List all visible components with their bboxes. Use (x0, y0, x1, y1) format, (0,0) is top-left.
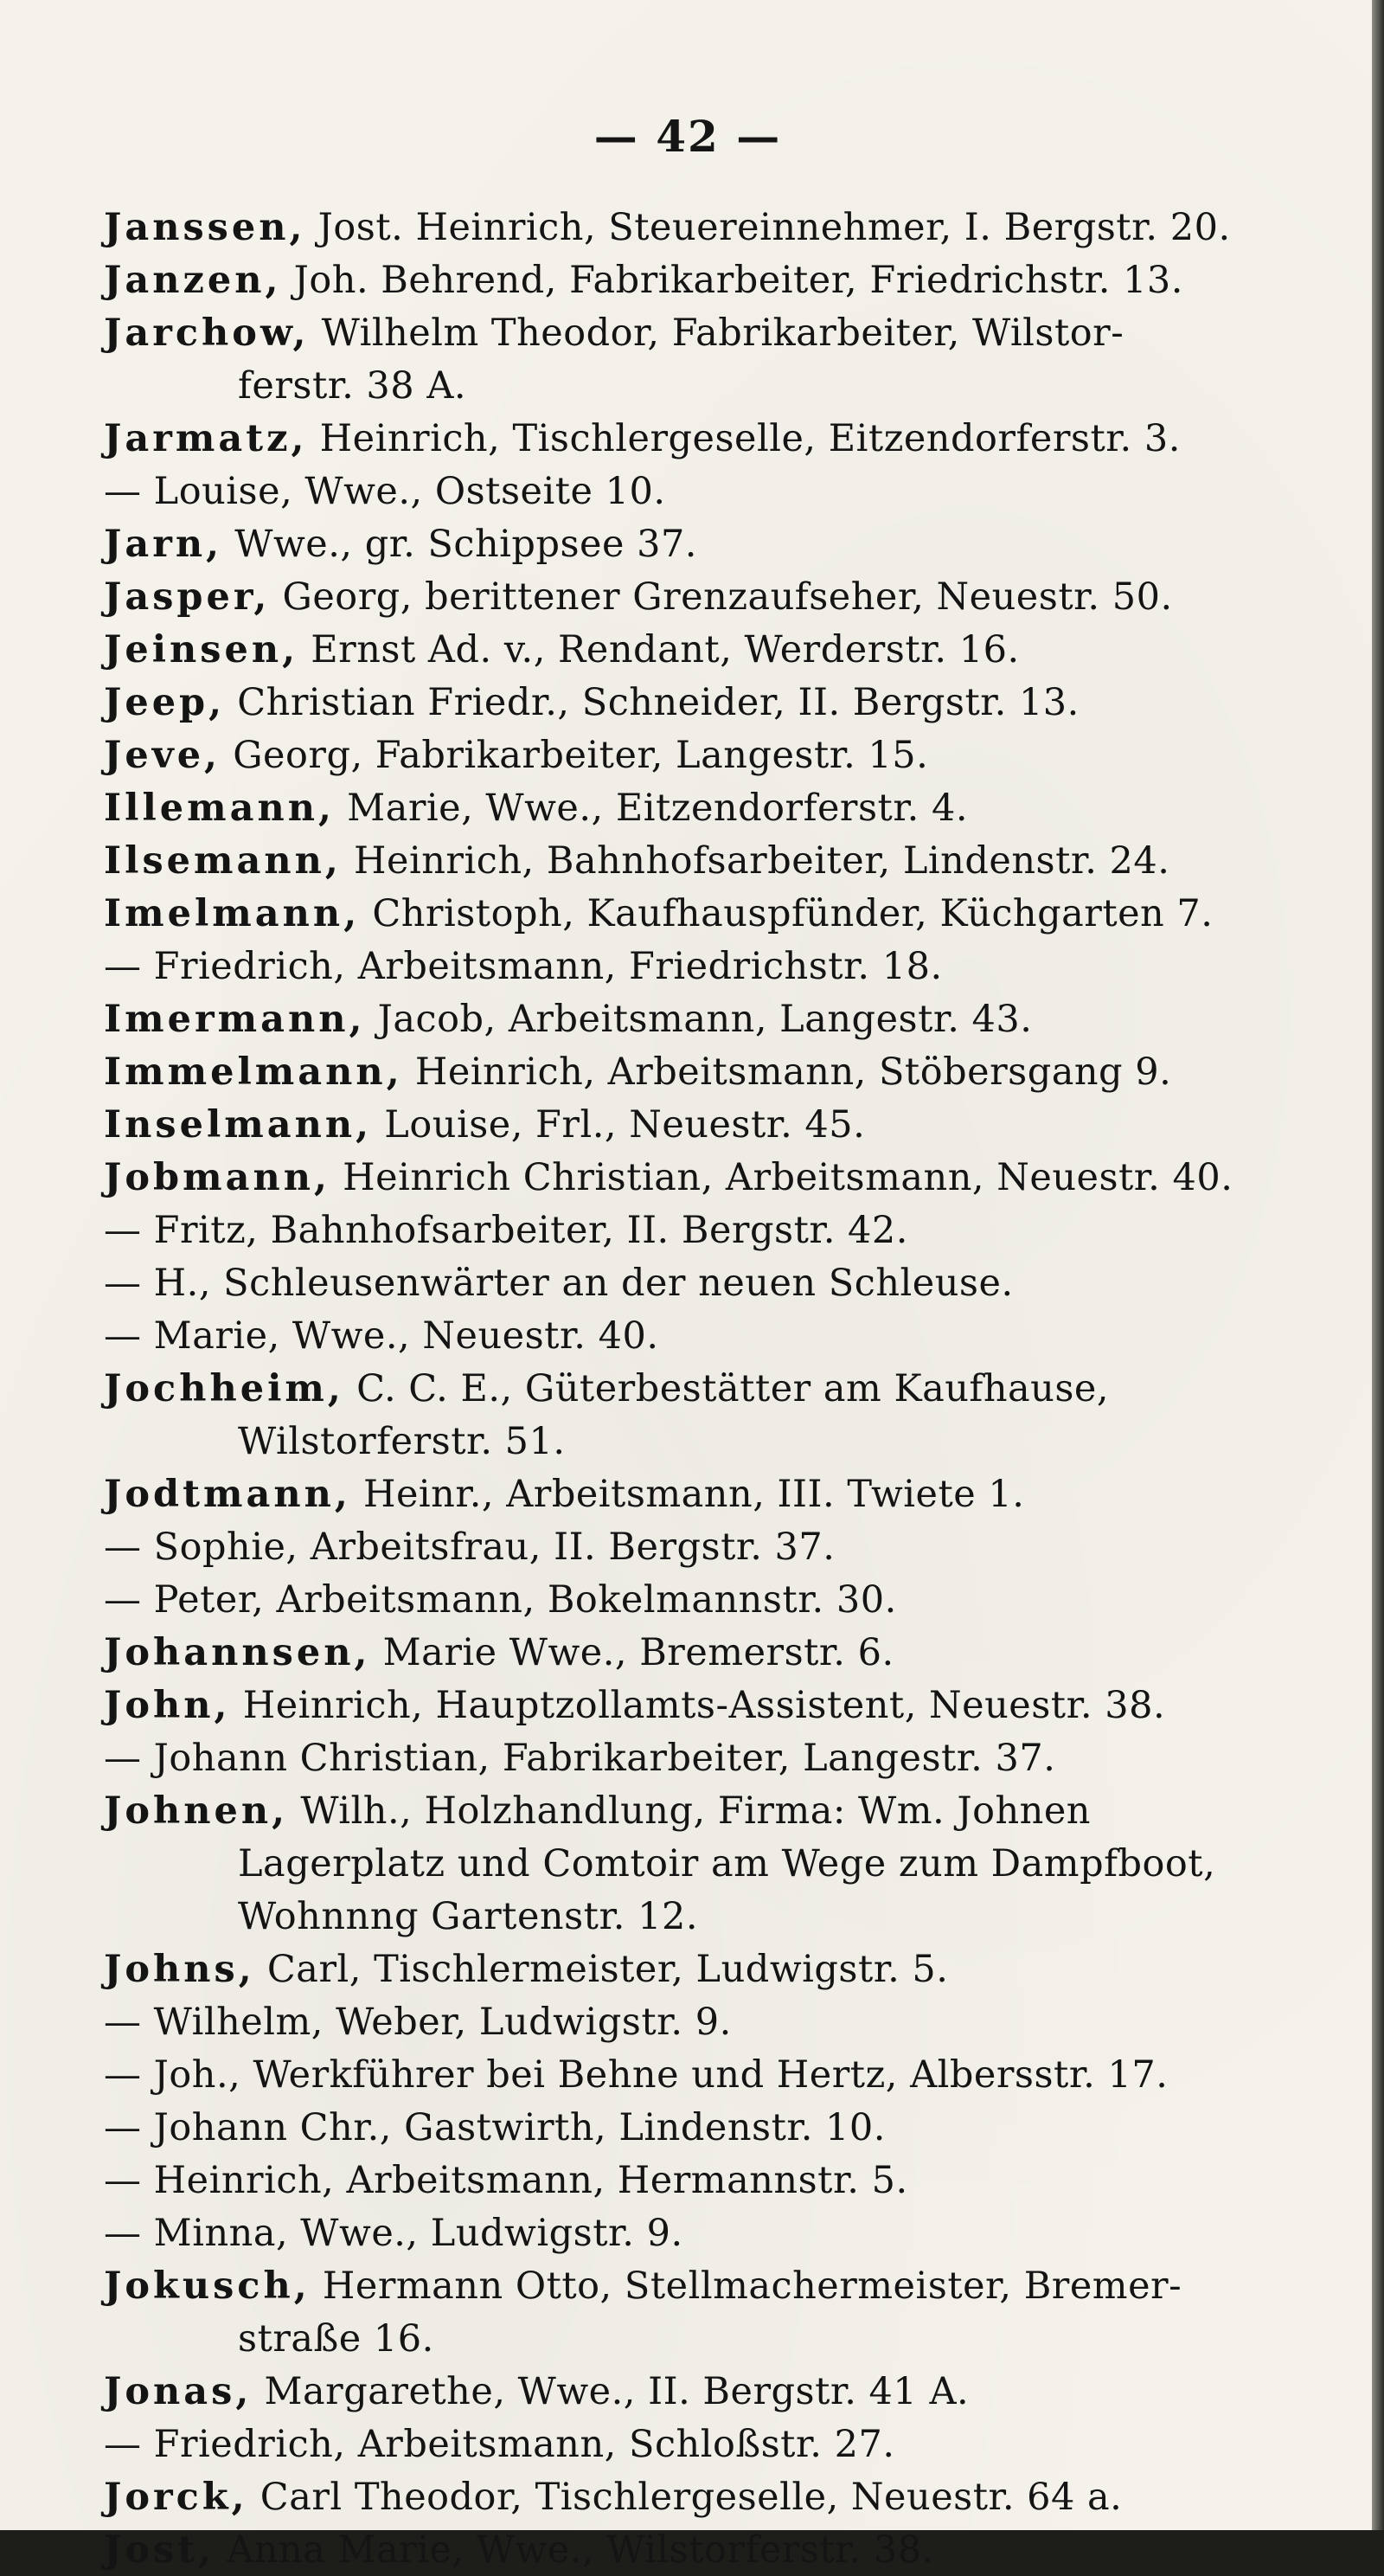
entry-details: ferstr. 38 A. (238, 364, 467, 408)
entry-surname: John, (104, 1684, 231, 1727)
entry-details: — Minna, Wwe., Ludwigstr. 9. (104, 2212, 683, 2255)
entry-surname: Jeinsen, (104, 628, 299, 671)
entry-line (104, 1153, 1233, 1204)
entry-line (104, 678, 1080, 729)
entry-continuation (238, 1892, 698, 1943)
entry-surname: Inselmann, (104, 1103, 373, 1147)
entry-line (104, 414, 1181, 465)
entry-subentry (104, 1576, 897, 1626)
entry-details: C. C. E., Güterbestätter am Kaufhause, (343, 1367, 1110, 1410)
entry-surname: Janssen, (104, 206, 306, 249)
entry-subentry (104, 942, 943, 992)
entry-line (104, 256, 1183, 306)
entry-line (104, 2473, 1122, 2523)
entry-line (104, 1048, 1171, 1098)
entry-details: Heinrich Christian, Arbeitsmann, Neuestr. 40. (330, 1156, 1233, 1199)
entry-subentry (104, 1523, 835, 1573)
entry-subentry (104, 1998, 732, 2048)
entry-subentry (104, 467, 666, 517)
entry-details: straße 16. (238, 2317, 434, 2361)
entry-surname: Jochheim, (104, 1367, 344, 1410)
entry-details: Marie Wwe., Bremerstr. 6. (370, 1631, 894, 1674)
entry-line (104, 2526, 934, 2576)
entry-line (104, 1681, 1165, 1731)
entry-details: Heinrich, Tischlergeselle, Eitzendorferstr. 3. (307, 417, 1181, 460)
entry-details: — Friedrich, Arbeitsmann, Schloßstr. 27. (104, 2423, 895, 2466)
entry-details: Georg, berittener Grenzaufseher, Neuestr. 50. (270, 575, 1173, 619)
entry-surname: Jobmann, (104, 1156, 330, 1199)
entry-details: Wilhelm Theodor, Fabrikarbeiter, Wilstor- (309, 312, 1124, 355)
entry-line (104, 995, 1032, 1045)
entry-details: — Heinrich, Arbeitsmann, Hermannstr. 5. (104, 2159, 908, 2202)
entry-details: Joh. Behrend, Fabrikarbeiter, Friedrichstr. 13. (281, 259, 1183, 302)
entry-continuation (238, 1417, 566, 1468)
entry-details: Hermann Otto, Stellmachermeister, Bremer- (310, 2264, 1182, 2308)
entry-continuation (238, 1840, 1215, 1890)
entry-line (104, 784, 968, 834)
entry-details: — Johann Christian, Fabrikarbeiter, Langestr. 37. (104, 1737, 1056, 1780)
entry-surname: Jonas, (104, 2370, 253, 2413)
entry-details: — Peter, Arbeitsmann, Bokelmannstr. 30. (104, 1578, 897, 1622)
entry-details: — Marie, Wwe., Neuestr. 40. (104, 1314, 659, 1358)
entry-line (104, 1101, 865, 1151)
entry-surname: Jodtmann, (104, 1473, 351, 1516)
entry-details: Carl, Tischlermeister, Ludwigstr. 5. (254, 1948, 949, 1991)
entry-details: Wohnnng Gartenstr. 12. (238, 1895, 698, 1938)
entry-line (104, 2262, 1182, 2312)
entry-line (104, 1945, 948, 1995)
entry-subentry (104, 1734, 1055, 1784)
entry-line (104, 1787, 1091, 1837)
entry-details: — H., Schleusenwärter an der neuen Schleuse. (104, 1262, 1014, 1305)
entry-surname: Ilsemann, (104, 839, 342, 883)
entry-details: — Johann Chr., Gastwirth, Lindenstr. 10. (104, 2106, 886, 2149)
entry-line (104, 1470, 1024, 1520)
entry-details: Marie, Wwe., Eitzendorferstr. 4. (335, 787, 969, 830)
page-edge (1372, 0, 1384, 2530)
entry-line (104, 1365, 1109, 1415)
entry-surname: Jarchow, (104, 312, 310, 355)
entry-continuation (238, 362, 466, 412)
entry-details: Christian Friedr., Schneider, II. Bergstr. 13. (225, 681, 1080, 724)
entry-details: Heinr., Arbeitsmann, III. Twiete 1. (350, 1473, 1025, 1516)
entry-details: — Fritz, Bahnhofsarbeiter, II. Bergstr. 42. (104, 1209, 908, 1252)
entry-surname: Jorck, (104, 2476, 248, 2519)
entry-line (104, 626, 1020, 676)
entry-surname: Janzen, (104, 259, 282, 302)
entry-subentry (104, 2420, 895, 2470)
entry-details: Jost. Heinrich, Steuereinnehmer, I. Bergstr. 20. (305, 206, 1231, 249)
entry-details: Heinrich, Hauptzollamts-Assistent, Neuestr. 38. (230, 1684, 1166, 1727)
entry-details: Anna Marie, Wwe., Wilstorferstr. 38. (215, 2528, 934, 2572)
entry-surname: Jeep, (104, 681, 226, 724)
entry-surname: Johannsen, (104, 1631, 371, 1674)
entry-surname: Jokusch, (104, 2264, 311, 2308)
entry-details: Georg, Fabrikarbeiter, Langestr. 15. (221, 734, 929, 777)
entry-surname: Imelmann, (104, 892, 361, 935)
entry-details: Heinrich, Bahnhofsarbeiter, Lindenstr. 24. (341, 839, 1170, 883)
entry-line (104, 573, 1173, 623)
entry-line (104, 520, 697, 570)
entry-details: — Sophie, Arbeitsfrau, II. Bergstr. 37. (104, 1526, 836, 1569)
entry-subentry (104, 1259, 1014, 1309)
entry-details: — Friedrich, Arbeitsmann, Friedrichstr. 18. (104, 945, 943, 988)
entry-line (104, 890, 1213, 940)
entry-line (104, 1628, 894, 1679)
entry-details: Carl Theodor, Tischlergeselle, Neuestr. 64 a. (247, 2476, 1123, 2519)
entry-details: Jacob, Arbeitsmann, Langestr. 43. (365, 998, 1033, 1041)
entry-details: Louise, Frl., Neuestr. 45. (372, 1103, 866, 1147)
entry-line (104, 731, 928, 781)
entry-line (104, 2367, 969, 2418)
entry-continuation (238, 2315, 434, 2365)
entry-details: Margarethe, Wwe., II. Bergstr. 41 A. (252, 2370, 970, 2413)
entry-surname: Jost, (104, 2528, 215, 2572)
entry-subentry (104, 2156, 908, 2207)
entry-details: Christoph, Kaufhauspfünder, Küchgarten 7. (360, 892, 1214, 935)
entry-details: Wilh., Holzhandlung, Firma: Wm. Johnen (288, 1789, 1091, 1833)
entry-line (104, 203, 1231, 254)
entry-subentry (104, 1312, 659, 1362)
entry-details: Ernst Ad. v., Rendant, Werderstr. 16. (298, 628, 1020, 671)
entry-subentry (104, 2104, 886, 2154)
entry-surname: Illemann, (104, 787, 335, 830)
entry-surname: Imermann, (104, 998, 366, 1041)
entry-line (104, 837, 1169, 887)
entry-surname: Jeve, (104, 734, 221, 777)
entry-details: Wilstorferstr. 51. (238, 1420, 566, 1463)
entry-details: — Joh., Werkführer bei Behne und Hertz, Albersstr. 17. (104, 2053, 1169, 2097)
entry-surname: Johnen, (104, 1789, 289, 1833)
page-number: — 42 — (593, 111, 782, 162)
entry-surname: Jasper, (104, 575, 271, 619)
entry-details: Heinrich, Arbeitsmann, Stöbersgang 9. (402, 1050, 1172, 1094)
entry-subentry (104, 2051, 1168, 2101)
entry-details: Wwe., gr. Schippsee 37. (222, 523, 697, 566)
entry-surname: Jarn, (104, 523, 223, 566)
entry-details: — Louise, Wwe., Ostseite 10. (104, 470, 666, 513)
entry-subentry (104, 2209, 683, 2259)
entry-subentry (104, 1206, 908, 1256)
entry-details: Lagerplatz und Comtoir am Wege zum Dampfboot, (238, 1842, 1216, 1885)
entry-details: — Wilhelm, Weber, Ludwigstr. 9. (104, 2001, 732, 2044)
entry-surname: Johns, (104, 1948, 255, 1991)
entry-surname: Immelmann, (104, 1050, 403, 1094)
entry-surname: Jarmatz, (104, 417, 308, 460)
entry-line (104, 309, 1124, 359)
